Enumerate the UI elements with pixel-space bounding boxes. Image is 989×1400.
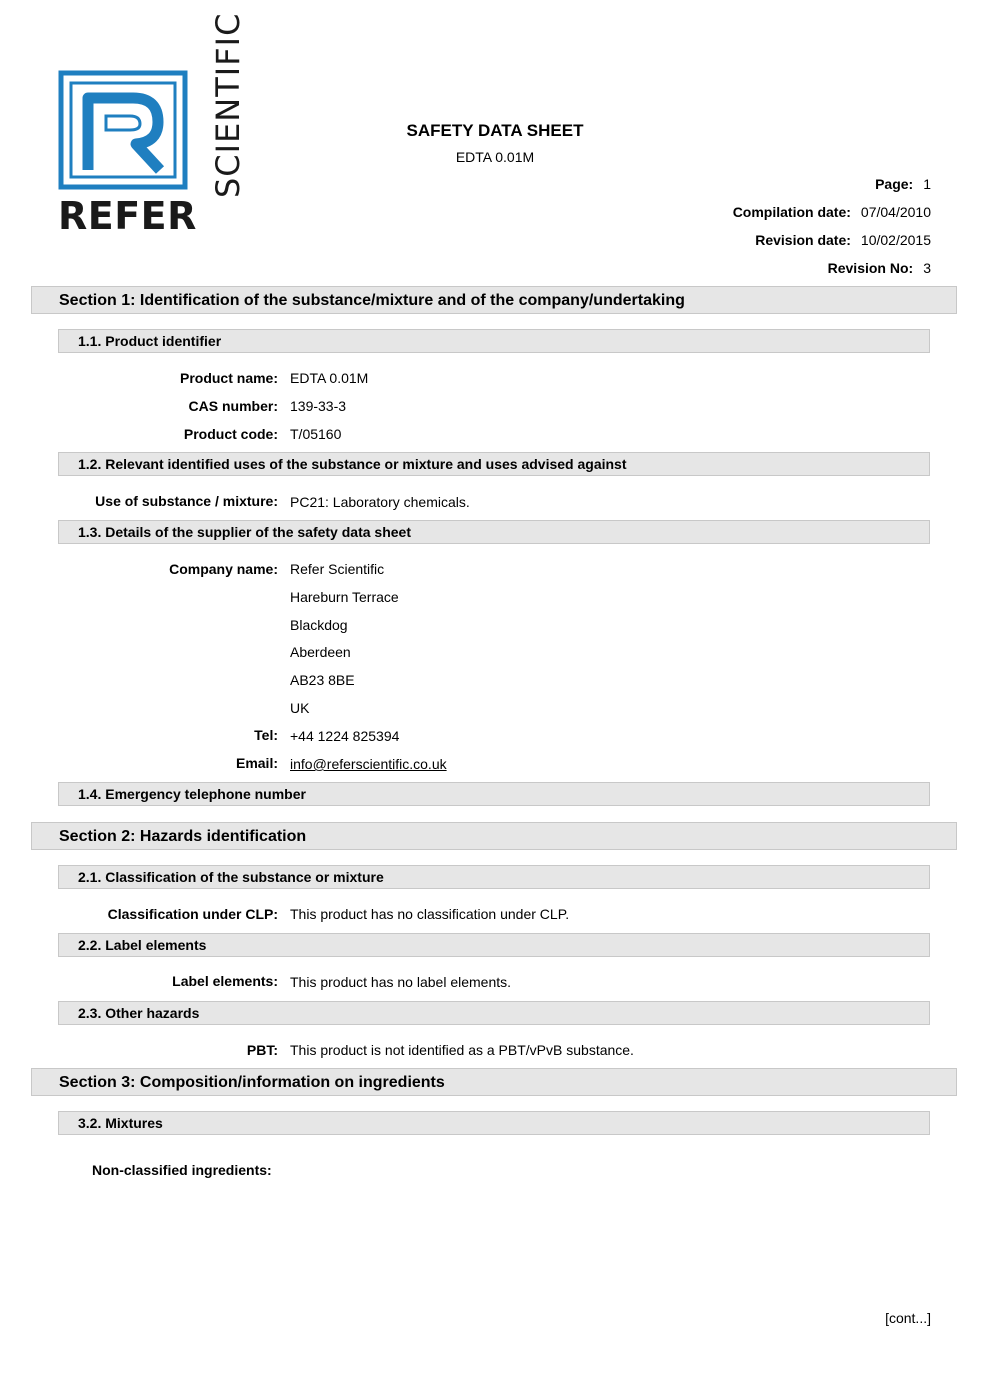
- meta-page: [875, 176, 931, 192]
- pbt-label: PBT:: [246, 1042, 278, 1058]
- company-line: AB23 8BE: [290, 672, 355, 688]
- email-label: Email:: [235, 755, 278, 771]
- company-name-label: Company name:: [169, 561, 278, 577]
- section-2-header: Section 2: Hazards identification: [31, 822, 957, 850]
- subsection-2-2-header: 2.2. Label elements: [58, 933, 930, 957]
- product-name-label: Product name:: [179, 370, 278, 386]
- meta-label: Page:: [875, 176, 914, 192]
- company-line: Hareburn Terrace: [290, 589, 399, 605]
- logo-vertical-text: SCIENTIFIC: [209, 12, 247, 198]
- subsection-1-1-header: 1.1. Product identifier: [58, 329, 930, 353]
- use-label: Use of substance / mixture:: [95, 493, 278, 509]
- use-value: PC21: Laboratory chemicals.: [290, 494, 470, 510]
- meta-label: Compilation date:: [732, 204, 851, 220]
- product-name-value: EDTA 0.01M: [290, 370, 369, 386]
- subsection-3-2-header: 3.2. Mixtures: [58, 1111, 930, 1135]
- company-line: UK: [290, 700, 310, 716]
- clp-label: Classification under CLP:: [107, 906, 278, 922]
- subsection-2-1-header: 2.1. Classification of the substance or mixture: [58, 865, 930, 889]
- pbt-value: This product is not identified as a PBT/vPvB substance.: [290, 1042, 634, 1058]
- label-elements-value: This product has no label elements.: [290, 974, 512, 990]
- tel-value: +44 1224 825394: [290, 728, 400, 744]
- meta-compilation-date: [733, 204, 931, 220]
- meta-value: 1: [923, 176, 931, 192]
- meta-revision-no: [828, 260, 931, 276]
- company-line: Blackdog: [290, 617, 348, 633]
- product-code-label: Product code:: [183, 426, 278, 442]
- r-mark-icon: [61, 73, 185, 187]
- cas-number-label: CAS number:: [188, 398, 278, 414]
- meta-revision-date: [755, 232, 931, 248]
- meta-value: 10/02/2015: [860, 232, 931, 248]
- company-line: Aberdeen: [290, 644, 351, 660]
- email-link[interactable]: info@referscientific.co.uk: [290, 756, 447, 772]
- product-subtitle: EDTA 0.01M: [455, 149, 535, 165]
- meta-label: Revision date:: [755, 232, 851, 248]
- company-line: Refer Scientific: [290, 561, 385, 577]
- cas-number-value: 139-33-3: [290, 398, 347, 414]
- subsection-1-4-header: 1.4. Emergency telephone number: [58, 782, 930, 806]
- subsection-2-3-header: 2.3. Other hazards: [58, 1001, 930, 1025]
- section-1-header: Section 1: Identification of the substance/mixture and of the company/undertaking: [31, 286, 957, 314]
- subsection-1-2-header: 1.2. Relevant identified uses of the substance or mixture and uses advised against: [58, 452, 930, 476]
- meta-value: 3: [923, 260, 931, 276]
- tel-label: Tel:: [254, 727, 278, 743]
- clp-value: This product has no classification under CLP.: [290, 906, 570, 922]
- label-elements-label: Label elements:: [172, 973, 278, 989]
- meta-label: Revision No:: [827, 260, 914, 276]
- subsection-1-3-header: 1.3. Details of the supplier of the safety data sheet: [58, 520, 930, 544]
- meta-value: 07/04/2010: [860, 204, 931, 220]
- continued-marker: [cont...]: [885, 1310, 931, 1326]
- document-title: SAFETY DATA SHEET: [406, 121, 584, 140]
- non-classified-heading: Non-classified ingredients:: [92, 1162, 272, 1178]
- product-code-value: T/05160: [290, 426, 342, 442]
- section-3-header: Section 3: Composition/information on ingredients: [31, 1068, 957, 1096]
- logo-wordmark: REFER: [58, 194, 197, 238]
